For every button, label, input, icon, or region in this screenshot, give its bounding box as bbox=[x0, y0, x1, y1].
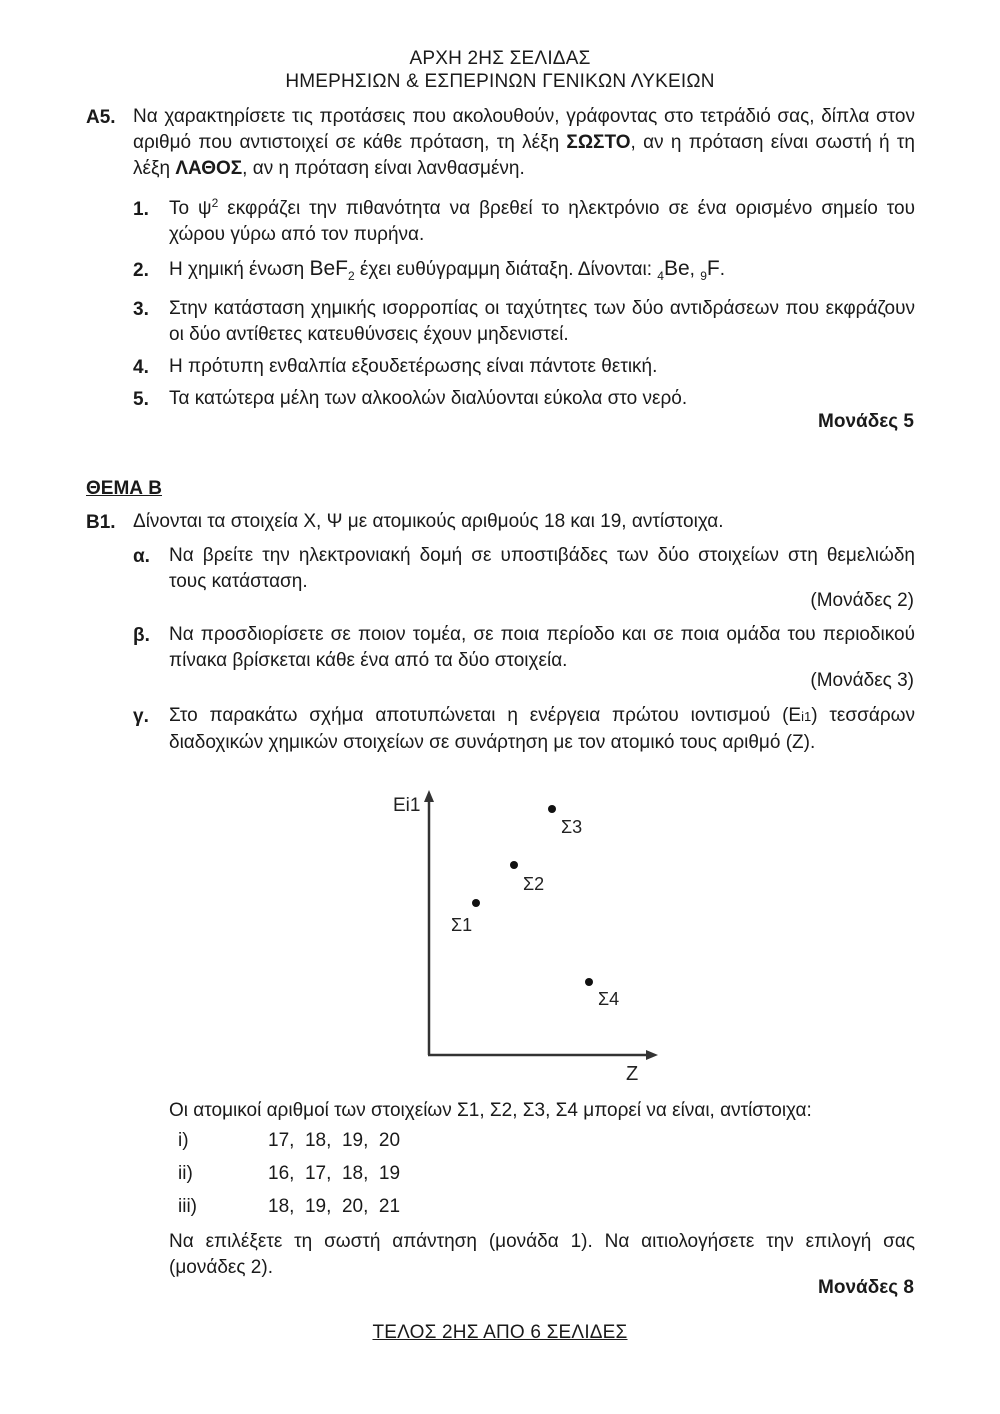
data-point-s1 bbox=[472, 899, 480, 907]
separator: , bbox=[689, 259, 701, 280]
point-label-s1: Σ1 bbox=[451, 915, 473, 935]
gamma-question: Οι ατομικοί αριθμοί των στοιχείων Σ1, Σ2, Σ3, Σ4 μπορεί να είναι, αντίστοιχα: bbox=[169, 1100, 812, 1121]
x-axis-label: Z bbox=[626, 1063, 639, 1085]
statement-text: Η χημική ένωση bbox=[169, 259, 310, 280]
intro-text: Να χαρακτηρίσετε τις προτάσεις που ακολουθούν, γράφοντας στο τετράδιό σας, δίπλα στον αριθμό που αντιστοιχεί σε κάθε πρόταση, τη λέξη bbox=[133, 106, 915, 153]
subscript: 2 bbox=[347, 269, 355, 283]
keyword-correct: ΣΩΣΤΟ bbox=[566, 132, 631, 153]
x-axis bbox=[428, 1050, 658, 1060]
question-b1-label: Β1. bbox=[86, 512, 116, 533]
statement-4-number: 4. bbox=[133, 357, 149, 378]
option-label: iii) bbox=[178, 1196, 197, 1217]
keyword-wrong: ΛΑΘΟΣ bbox=[175, 158, 243, 179]
statement-3-number: 3. bbox=[133, 299, 149, 320]
subscript: i1 bbox=[801, 709, 812, 724]
statement-text: Το ψ bbox=[169, 198, 212, 219]
atomic-number: 4 bbox=[657, 269, 664, 283]
element-symbol: F bbox=[706, 257, 720, 280]
point-label-s2: Σ2 bbox=[523, 874, 545, 894]
page-header-line1: ΑΡΧΗ 2ΗΣ ΣΕΛΙΔΑΣ bbox=[409, 48, 591, 69]
statement-3: Στην κατάσταση χημικής ισορροπίας οι ταχύτητες των δύο αντιδράσεων που εκφράζουν οι δύο αντίθετες κατευθύνσεις έχουν μηδενιστεί. bbox=[169, 298, 915, 345]
subquestion-alpha-label: α. bbox=[133, 546, 150, 567]
element-symbol: Be bbox=[663, 257, 690, 280]
intro-text: , αν η πρόταση είναι λανθασμένη. bbox=[242, 158, 525, 179]
option-label: ii) bbox=[178, 1163, 193, 1184]
section-title-theme-b: ΘΕΜΑ Β bbox=[86, 478, 162, 499]
option-values: 17, 18, 19, 20 bbox=[268, 1130, 401, 1151]
statement-4: Η πρότυπη ενθαλπία εξουδετέρωσης είναι πάντοτε θετική. bbox=[169, 356, 658, 377]
subquestion-gamma-text bbox=[169, 703, 915, 756]
subquestion-beta-label: β. bbox=[133, 625, 150, 646]
gamma-text: Στο παρακάτω σχήμα αποτυπώνεται η ενέργεια πρώτου ιοντισμού (E bbox=[169, 705, 802, 726]
y-axis-label: Ei1 bbox=[393, 795, 421, 816]
option-label: i) bbox=[178, 1130, 189, 1151]
gamma-text: ) τεσσάρων διαδοχικών χημικών στοιχείων σε συνάρτηση με τον ατομικό τους αριθμό (Z). bbox=[169, 705, 915, 753]
question-a5-label: Α5. bbox=[86, 107, 116, 128]
data-point-s4 bbox=[585, 978, 593, 986]
question-b1-text: Δίνονται τα στοιχεία Χ, Ψ με ατομικούς αριθμούς 18 και 19, αντίστοιχα. bbox=[133, 511, 724, 532]
statement-1 bbox=[169, 196, 915, 248]
ionization-energy-chart bbox=[380, 780, 680, 1090]
gamma-instruction: Να επιλέξετε τη σωστή απάντηση (μονάδα 1). Να αιτιολογήσετε την επιλογή σας (μονάδες 2). bbox=[169, 1231, 915, 1278]
intro-text: , αν η πρόταση είναι σωστή ή τη λέξη bbox=[133, 132, 915, 179]
point-label-s3: Σ3 bbox=[561, 817, 583, 837]
statement-5: Τα κατώτερα μέλη των αλκοολών διαλύονται εύκολα στο νερό. bbox=[169, 388, 688, 409]
a5-points: Μονάδες 5 bbox=[818, 411, 914, 432]
chemical-formula: BeF bbox=[309, 257, 348, 280]
option-values: 18, 19, 20, 21 bbox=[268, 1196, 401, 1217]
question-a5-intro bbox=[133, 104, 915, 182]
data-point-s2 bbox=[510, 861, 518, 869]
statement-2-number: 2. bbox=[133, 260, 149, 281]
option-i bbox=[178, 1130, 400, 1152]
superscript: 2 bbox=[211, 196, 219, 210]
statement-5-number: 5. bbox=[133, 389, 149, 410]
beta-points: (Μονάδες 3) bbox=[810, 670, 914, 691]
data-point-s3 bbox=[548, 805, 556, 813]
period: . bbox=[719, 259, 725, 280]
page-footer: ΤΕΛΟΣ 2ΗΣ ΑΠΟ 6 ΣΕΛΙΔΕΣ bbox=[372, 1322, 628, 1343]
option-iii bbox=[178, 1196, 400, 1218]
y-axis bbox=[424, 790, 434, 1055]
statement-2 bbox=[169, 256, 915, 283]
option-ii bbox=[178, 1163, 400, 1185]
atomic-number: 9 bbox=[700, 269, 707, 283]
statement-1-number: 1. bbox=[133, 199, 149, 220]
subquestion-alpha-text: Να βρείτε την ηλεκτρονιακή δομή σε υποστιβάδες των δύο στοιχείων στη θεμελιώδη τους κατάσταση. bbox=[169, 545, 915, 592]
subquestion-gamma-label: γ. bbox=[133, 706, 149, 727]
page-header-line2: ΗΜΕΡΗΣΙΩΝ & ΕΣΠΕΡΙΝΩΝ ΓΕΝΙΚΩΝ ΛΥΚΕΙΩΝ bbox=[285, 71, 715, 92]
alpha-points: (Μονάδες 2) bbox=[810, 590, 914, 611]
gamma-points: Μονάδες 8 bbox=[818, 1277, 914, 1298]
point-label-s4: Σ4 bbox=[598, 989, 620, 1009]
subquestion-beta-text: Να προσδιορίσετε σε ποιον τομέα, σε ποια περίοδο και σε ποια ομάδα του περιοδικού πίνακα βρίσκεται κάθε ένα από τα δύο στοιχεία. bbox=[169, 624, 915, 671]
statement-text: έχει ευθύγραμμη διάταξη. Δίνονται: bbox=[354, 259, 658, 280]
option-values: 16, 17, 18, 19 bbox=[268, 1163, 401, 1184]
statement-text: εκφράζει την πιθανότητα να βρεθεί το ηλεκτρόνιο σε ένα ορισμένο σημείο του χώρου γύρω από τον πυρήνα. bbox=[169, 198, 915, 245]
